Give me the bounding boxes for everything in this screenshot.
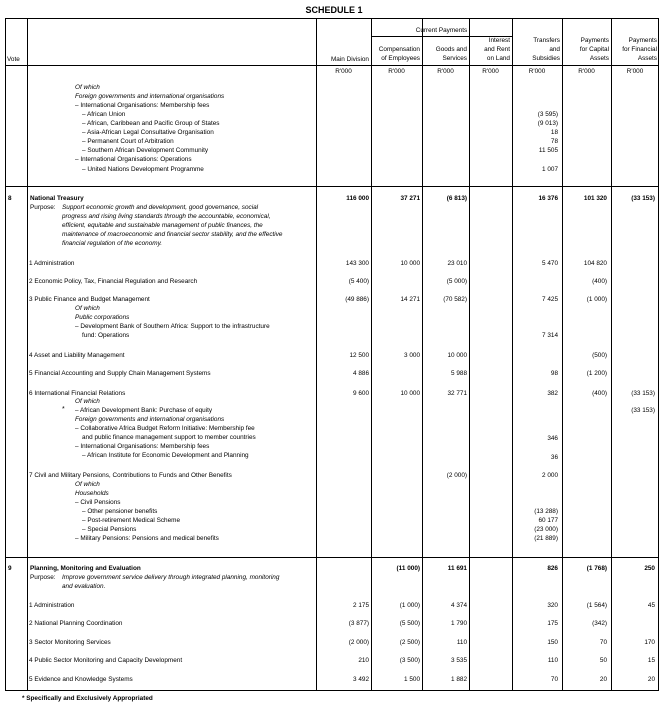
purpose-text: and evaluation.: [62, 583, 106, 590]
total-goods: 11 691: [447, 565, 467, 572]
transfers-value: 1 007: [542, 166, 558, 173]
category-label: Foreign governments and international organisations: [75, 416, 225, 423]
transfers-value: 18: [550, 129, 558, 136]
programme-label: 3 Sector Monitoring Services: [29, 639, 111, 646]
unit-label: R'000: [388, 68, 405, 75]
cell-goods: 10 000: [447, 352, 467, 359]
header-capital: Payments: [580, 37, 609, 44]
cell-main: (2 000): [348, 639, 369, 646]
cell-financial: 45: [647, 602, 655, 609]
list-item: – International Organisations: Operations: [75, 156, 192, 163]
header-main-division: Main Division: [330, 56, 369, 63]
cell-goods: 110: [456, 639, 467, 646]
total-goods: (6 813): [446, 195, 467, 202]
cell-goods: 4 374: [451, 602, 467, 609]
header-financial: for Financial: [622, 46, 657, 53]
list-item: – Permanent Court of Arbitration: [82, 138, 174, 145]
total-capital: 101 320: [583, 195, 607, 202]
unit-label: R'000: [578, 68, 595, 75]
cell-transfers: 346: [547, 435, 558, 442]
purpose-text: maintenance of macroeconomic and financial sector stability, and the effective: [62, 231, 283, 238]
header-interest: and Rent: [484, 46, 510, 53]
list-item: – African Institute for Economic Development and Planning: [82, 452, 249, 459]
transfers-value: (3 595): [537, 111, 558, 118]
header-capital: for Capital: [579, 46, 609, 53]
cell-comp: (2 500): [399, 639, 420, 646]
list-item: – Other pensioner benefits: [82, 508, 158, 515]
programme-label: 1 Administration: [29, 260, 75, 267]
programme-label: 4 Asset and Liability Management: [29, 352, 125, 359]
cell-main: (5 400): [348, 278, 369, 285]
cell-transfers: 175: [547, 620, 558, 627]
header-divider: [5, 65, 659, 66]
list-item: – United Nations Development Programme: [82, 166, 204, 173]
list-item: – Collaborative Africa Budget Reform Initiative: Membership fee: [75, 425, 255, 432]
transfers-value: 78: [550, 138, 558, 145]
cell-capital: 50: [599, 657, 607, 664]
header-current-payments: Current Payments: [415, 27, 468, 34]
cell-capital: (500): [592, 352, 607, 359]
header-interest: Interest: [488, 37, 510, 44]
total-capital: (1 768): [586, 565, 607, 572]
purpose-text: Improve government service delivery through integrated planning, monitoring: [62, 574, 280, 581]
header-financial: Assets: [637, 55, 657, 62]
cell-comp: (1 000): [399, 602, 420, 609]
list-item: – African, Caribbean and Pacific Group of States: [82, 120, 220, 127]
cell-main: 3 492: [353, 676, 369, 683]
header-compensation: Compensation: [378, 46, 420, 53]
category-label: Foreign governments and international organisations: [75, 93, 225, 100]
list-item: – African Development Bank: Purchase of equity: [75, 407, 213, 414]
cell-transfers: 7 314: [542, 332, 558, 339]
cell-transfers: (13 288): [534, 508, 558, 515]
cell-transfers: 110: [547, 657, 558, 664]
cell-financial: (33 153): [631, 407, 655, 414]
cell-transfers: 70: [550, 676, 558, 683]
header-transfers: and: [549, 46, 560, 53]
total-compensation: (11 000): [396, 565, 420, 572]
programme-label: 7 Civil and Military Pensions, Contributions to Funds and Other Benefits: [29, 472, 232, 479]
cell-goods: 32 771: [447, 390, 467, 397]
cell-transfers: 60 177: [538, 517, 558, 524]
list-item: – Development Bank of Southern Africa: Support to the infrastructure: [75, 323, 270, 330]
programme-label: 6 International Financial Relations: [29, 390, 126, 397]
cell-main: (49 886): [345, 296, 369, 303]
cell-comp: 14 271: [400, 296, 420, 303]
total-main-division: 116 000: [346, 195, 369, 202]
cell-goods: 1 790: [451, 620, 467, 627]
cell-transfers: 382: [547, 390, 558, 397]
header-goods: Services: [442, 55, 467, 62]
cell-capital: 70: [599, 639, 607, 646]
cell-comp: (5 500): [399, 620, 420, 627]
cell-comp: 1 500: [404, 676, 420, 683]
total-compensation: 37 271: [400, 195, 420, 202]
cell-transfers: 98: [550, 370, 558, 377]
cell-main: (3 877): [348, 620, 369, 627]
total-transfers: 16 376: [538, 195, 558, 202]
list-item: – International Organisations: Membership fees: [75, 102, 210, 109]
cell-transfers: 7 425: [542, 296, 558, 303]
cell-comp: 10 000: [400, 390, 420, 397]
header-compensation: of Employees: [381, 55, 420, 62]
list-item: – Post-retirement Medical Scheme: [82, 517, 181, 524]
cell-goods: 5 988: [451, 370, 467, 377]
cell-financial: 20: [647, 676, 655, 683]
cell-goods: (70 582): [443, 296, 467, 303]
list-item: – Civil Pensions: [75, 499, 121, 506]
cell-financial: 170: [644, 639, 655, 646]
col-divider: [469, 18, 470, 691]
total-financial: (33 153): [631, 195, 655, 202]
vote-number: 8: [8, 195, 12, 202]
transfers-value: 11 505: [538, 147, 558, 154]
cell-goods: (5 000): [446, 278, 467, 285]
cell-transfers: 320: [547, 602, 558, 609]
cell-capital: 20: [599, 676, 607, 683]
cell-financial: 15: [647, 657, 655, 664]
purpose-label: Purpose:: [30, 204, 56, 211]
list-item: – African Union: [82, 111, 126, 118]
cell-comp: 3 000: [404, 352, 420, 359]
of-which-label: Of which: [75, 481, 100, 488]
header-financial: Payments: [628, 37, 657, 44]
cell-capital: (400): [592, 390, 607, 397]
cell-comp: 10 000: [400, 260, 420, 267]
cell-transfers: (23 000): [534, 526, 558, 533]
category-label: Households: [75, 490, 109, 497]
purpose-label: Purpose:: [30, 574, 56, 581]
row-divider: [5, 557, 659, 558]
cell-transfers: 2 000: [542, 472, 558, 479]
list-item: and public finance management support to member countries: [82, 434, 256, 441]
list-item: fund: Operations: [82, 332, 130, 339]
cell-goods: 23 010: [447, 260, 467, 267]
cell-goods: (2 000): [446, 472, 467, 479]
cell-goods: 1 882: [451, 676, 467, 683]
cell-capital: (400): [592, 278, 607, 285]
cell-transfers: 36: [550, 454, 558, 461]
cell-capital: (342): [592, 620, 607, 627]
list-item: – International Organisations: Membership fees: [75, 443, 210, 450]
cell-capital: (1 200): [586, 370, 607, 377]
col-divider: [611, 18, 612, 691]
unit-label: R'000: [528, 68, 546, 75]
vote-name: National Treasury: [30, 195, 84, 202]
col-divider: [27, 18, 28, 691]
cell-transfers: 150: [547, 639, 558, 646]
row-divider: [5, 186, 659, 187]
cell-main: 4 886: [353, 370, 369, 377]
programme-label: 2 Economic Policy, Tax, Financial Regulation and Research: [29, 278, 198, 285]
header-vote: Vote: [7, 56, 20, 63]
programme-label: 3 Public Finance and Budget Management: [29, 296, 150, 303]
purpose-text: efficient, equitable and sustainable management of public finances, the: [62, 222, 263, 229]
cell-main: 210: [358, 657, 369, 664]
header-capital: Assets: [589, 55, 609, 62]
cell-main: 12 500: [349, 352, 369, 359]
of-which-label: Of which: [75, 84, 100, 91]
unit-label: R'000: [437, 68, 454, 75]
purpose-text: financial regulation of the economy.: [62, 240, 163, 247]
purpose-text: progress and rising living standards through the accountable, economical,: [62, 213, 271, 220]
list-item: – Special Pensions: [82, 526, 137, 533]
cell-capital: (1 000): [586, 296, 607, 303]
programme-label: 2 National Planning Coordination: [29, 620, 123, 627]
header-transfers: Transfers: [533, 37, 560, 44]
cell-capital: (1 564): [586, 602, 607, 609]
header-goods: Goods and: [435, 46, 467, 53]
total-transfers: 826: [547, 565, 558, 572]
cell-capital: 104 820: [583, 260, 607, 267]
transfers-value: (9 013): [537, 120, 558, 127]
programme-label: 5 Financial Accounting and Supply Chain Management Systems: [29, 370, 211, 377]
cell-transfers: 5 470: [542, 260, 558, 267]
total-financial: 250: [644, 565, 655, 572]
unit-label: R'000: [335, 68, 352, 75]
header-interest: on Land: [486, 55, 510, 62]
vote-number: 9: [8, 565, 12, 572]
unit-label: R'000: [626, 68, 644, 75]
list-item: – Asia-African Legal Consultative Organisation: [82, 129, 214, 136]
footnote: * Specifically and Exclusively Appropriated: [22, 695, 153, 702]
specific-appropriation-marker: *: [62, 406, 65, 413]
header-transfers: Subsidies: [532, 55, 560, 62]
cell-goods: 3 535: [451, 657, 467, 664]
category-label: Public corporations: [75, 314, 130, 321]
programme-label: 5 Evidence and Knowledge Systems: [29, 676, 133, 683]
cell-comp: (3 500): [399, 657, 420, 664]
programme-label: 1 Administration: [29, 602, 75, 609]
of-which-label: Of which: [75, 398, 100, 405]
cell-main: 143 300: [345, 260, 369, 267]
schedule-title: SCHEDULE 1: [305, 5, 363, 15]
list-item: – Military Pensions: Pensions and medical benefits: [75, 535, 219, 542]
cell-main: 2 175: [353, 602, 369, 609]
unit-label: R'000: [482, 68, 499, 75]
list-item: – Southern African Development Community: [82, 147, 209, 154]
of-which-label: Of which: [75, 305, 100, 312]
cell-transfers: (21 889): [534, 535, 558, 542]
purpose-text: Support economic growth and development, good governance, social: [62, 204, 259, 211]
programme-label: 4 Public Sector Monitoring and Capacity Development: [29, 657, 183, 664]
cell-financial: (33 153): [631, 390, 655, 397]
cell-main: 9 600: [353, 390, 369, 397]
vote-name: Planning, Monitoring and Evaluation: [30, 565, 141, 572]
